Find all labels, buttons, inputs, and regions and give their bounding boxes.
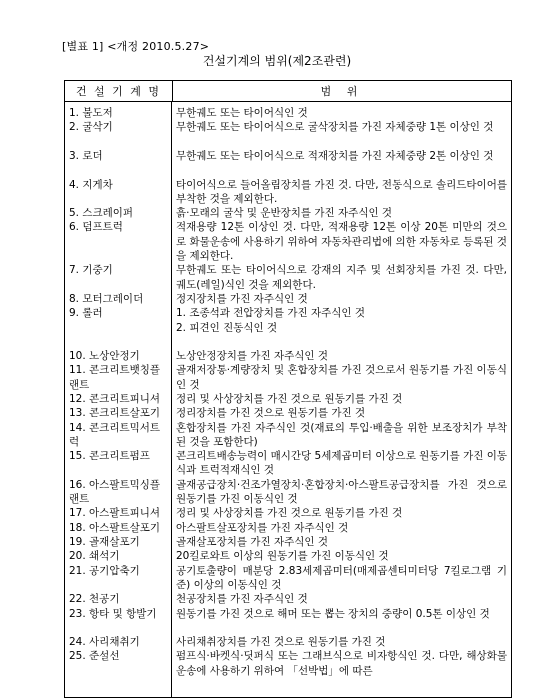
column-header-name: 건 설 기 계 명 bbox=[65, 81, 173, 101]
machine-scope: 2. 피견인 진동식인 것 bbox=[176, 321, 278, 334]
machine-name: 12. 콘크리트피니셔 bbox=[69, 393, 161, 405]
machine-scope: 정리장치를 가진 것으로 원동기를 가진 것 bbox=[176, 407, 366, 420]
scope-column bbox=[172, 102, 511, 697]
document-title: 건설기계의 범위(제2조관련) bbox=[202, 54, 352, 68]
machine-name: 6. 덤프트럭 bbox=[69, 221, 123, 234]
table-body bbox=[65, 102, 511, 697]
machine-scope: 정지장치를 가진 자주식인 것 bbox=[176, 292, 308, 305]
column-header-scope: 범 위 bbox=[320, 85, 364, 98]
machine-name: 15. 콘크리트펌프 bbox=[69, 450, 150, 463]
machine-scope: 무한궤도 또는 타이어식으로 적재장치를 가진 자체중량 2톤 이상인 것 bbox=[176, 149, 494, 162]
machine-scope: 골재살포장치를 가진 자주식인 것 bbox=[176, 536, 329, 548]
machine-name: 3. 로더 bbox=[69, 149, 103, 162]
machine-scope: 혼합장치를 가진 자주식인 것(재료의 투입·배출을 위한 보조장치가 부착된 것을 포함한다) bbox=[176, 421, 507, 448]
machine-name: 2. 굴삭기 bbox=[69, 121, 113, 134]
machine-scope: 천공장치를 가진 자주식인 것 bbox=[176, 593, 308, 606]
machine-scope: 노상안정장치를 가진 자주식인 것 bbox=[176, 350, 329, 363]
machine-name: 20. 쇄석기 bbox=[69, 550, 120, 563]
machine-name: 25. 준설선 bbox=[69, 650, 120, 663]
annex-label: [별표 1] <개정 2010.5.27> bbox=[62, 40, 210, 53]
machine-name: 16. 아스팔트믹싱플랜트 bbox=[69, 478, 161, 506]
machine-scope: 적재용량 12톤 이상인 것. 다만, 적재용량 12톤 이상 20톤 미만의 것으로 화물운송에 사용하기 위하여 자동차관리법에 의한 자동차로 등록된 것을 제외한다. bbox=[176, 221, 507, 262]
construction-machinery-table bbox=[64, 80, 512, 698]
machine-name: 14. 콘크리트믹서트럭 bbox=[69, 421, 161, 448]
machine-name: 7. 기중기 bbox=[69, 264, 113, 277]
machine-scope: 콘크리트배송능력이 매시간당 5세제곱미터 이상으로 원동기를 가진 이동식과 트럭적재식인 것 bbox=[176, 450, 507, 477]
machine-scope: 정리 및 사상장치를 가진 것으로 원동기를 가진 것 bbox=[176, 393, 403, 405]
machine-scope: 원동기를 가진 것으로 해머 또는 뽑는 장치의 중량이 0.5톤 이상인 것 bbox=[176, 607, 490, 620]
machine-name: 1. 불도저 bbox=[69, 107, 113, 119]
machine-scope: 무한궤도 또는 타이어식으로 굴삭장치를 가진 자체중량 1톤 이상인 것 bbox=[176, 121, 494, 134]
table-header bbox=[65, 81, 511, 102]
machine-name: 9. 롤러 bbox=[69, 307, 103, 320]
machine-name: 23. 항타 및 항발기 bbox=[69, 607, 157, 620]
machine-name: 11. 콘크리트뱃칭플랜트 bbox=[69, 364, 161, 391]
machine-scope: 아스팔트살포장치를 가진 자주식인 것 bbox=[176, 521, 349, 534]
machine-name: 18. 아스팔트살포기 bbox=[69, 521, 161, 534]
machine-scope: 공기토출량이 매분당 2.83세제곱미터(매제곱센티미터당 7킬로그램 기준) 이상의 이동식인 것 bbox=[176, 564, 507, 591]
machine-scope: 골재저장통·계량장치 및 혼합장치를 가진 것으로서 원동기를 가진 이동식인 것 bbox=[176, 364, 507, 391]
machine-scope: 1. 조종석과 전압장치를 가진 자주식인 것 bbox=[176, 307, 365, 320]
machine-name: 8. 모터그레이더 bbox=[69, 292, 144, 305]
machine-scope: 무한궤도 또는 타이어식으로 강재의 지주 및 선회장치를 가진 것. 다만, 궤도(레일)식인 것을 제외한다. bbox=[176, 264, 507, 291]
machine-name: 19. 골재살포기 bbox=[69, 536, 140, 548]
machine-scope: 골재공급장치·건조가열장치·혼합장치·아스팔트공급장치를 가진 것으로 원동기를 가진 이동식인 것 bbox=[176, 478, 507, 506]
machine-name: 5. 스크레이퍼 bbox=[69, 207, 134, 220]
name-column bbox=[65, 102, 172, 697]
machine-scope: 타이어식으로 들어올림장치를 가진 것. 다만, 전동식으로 솔리드타이어를 부착한 것을 제외한다. bbox=[176, 178, 507, 205]
machine-name: 22. 천공기 bbox=[69, 593, 120, 606]
machine-scope: 정리 및 사상장치를 가진 것으로 원동기를 가진 것 bbox=[176, 507, 403, 520]
machine-name: 24. 사리채취기 bbox=[69, 636, 140, 649]
machine-name: 4. 지게차 bbox=[69, 178, 113, 191]
machine-name: 10. 노상안정기 bbox=[69, 350, 140, 363]
machine-scope: 20킬로와트 이상의 원동기를 가진 이동식인 것 bbox=[176, 550, 389, 563]
machine-scope: 흙·모래의 굴삭 및 운반장치를 가진 자주식인 것 bbox=[176, 207, 393, 220]
machine-name: 13. 콘크리트살포기 bbox=[69, 407, 161, 420]
machine-scope: 무한궤도 또는 타이어식인 것 bbox=[176, 107, 308, 119]
machine-name: 21. 공기압축기 bbox=[69, 564, 140, 577]
machine-name: 17. 아스팔트피니셔 bbox=[69, 507, 161, 520]
machine-scope: 사리채취장치를 가진 것으로 원동기를 가진 것 bbox=[176, 636, 386, 649]
machine-scope: 펌프식·바켓식·딧퍼식 또는 그래브식으로 비자항식인 것. 다만, 해상화물운송에 사용하기 위하여 「선박법」에 따른 bbox=[176, 650, 507, 677]
